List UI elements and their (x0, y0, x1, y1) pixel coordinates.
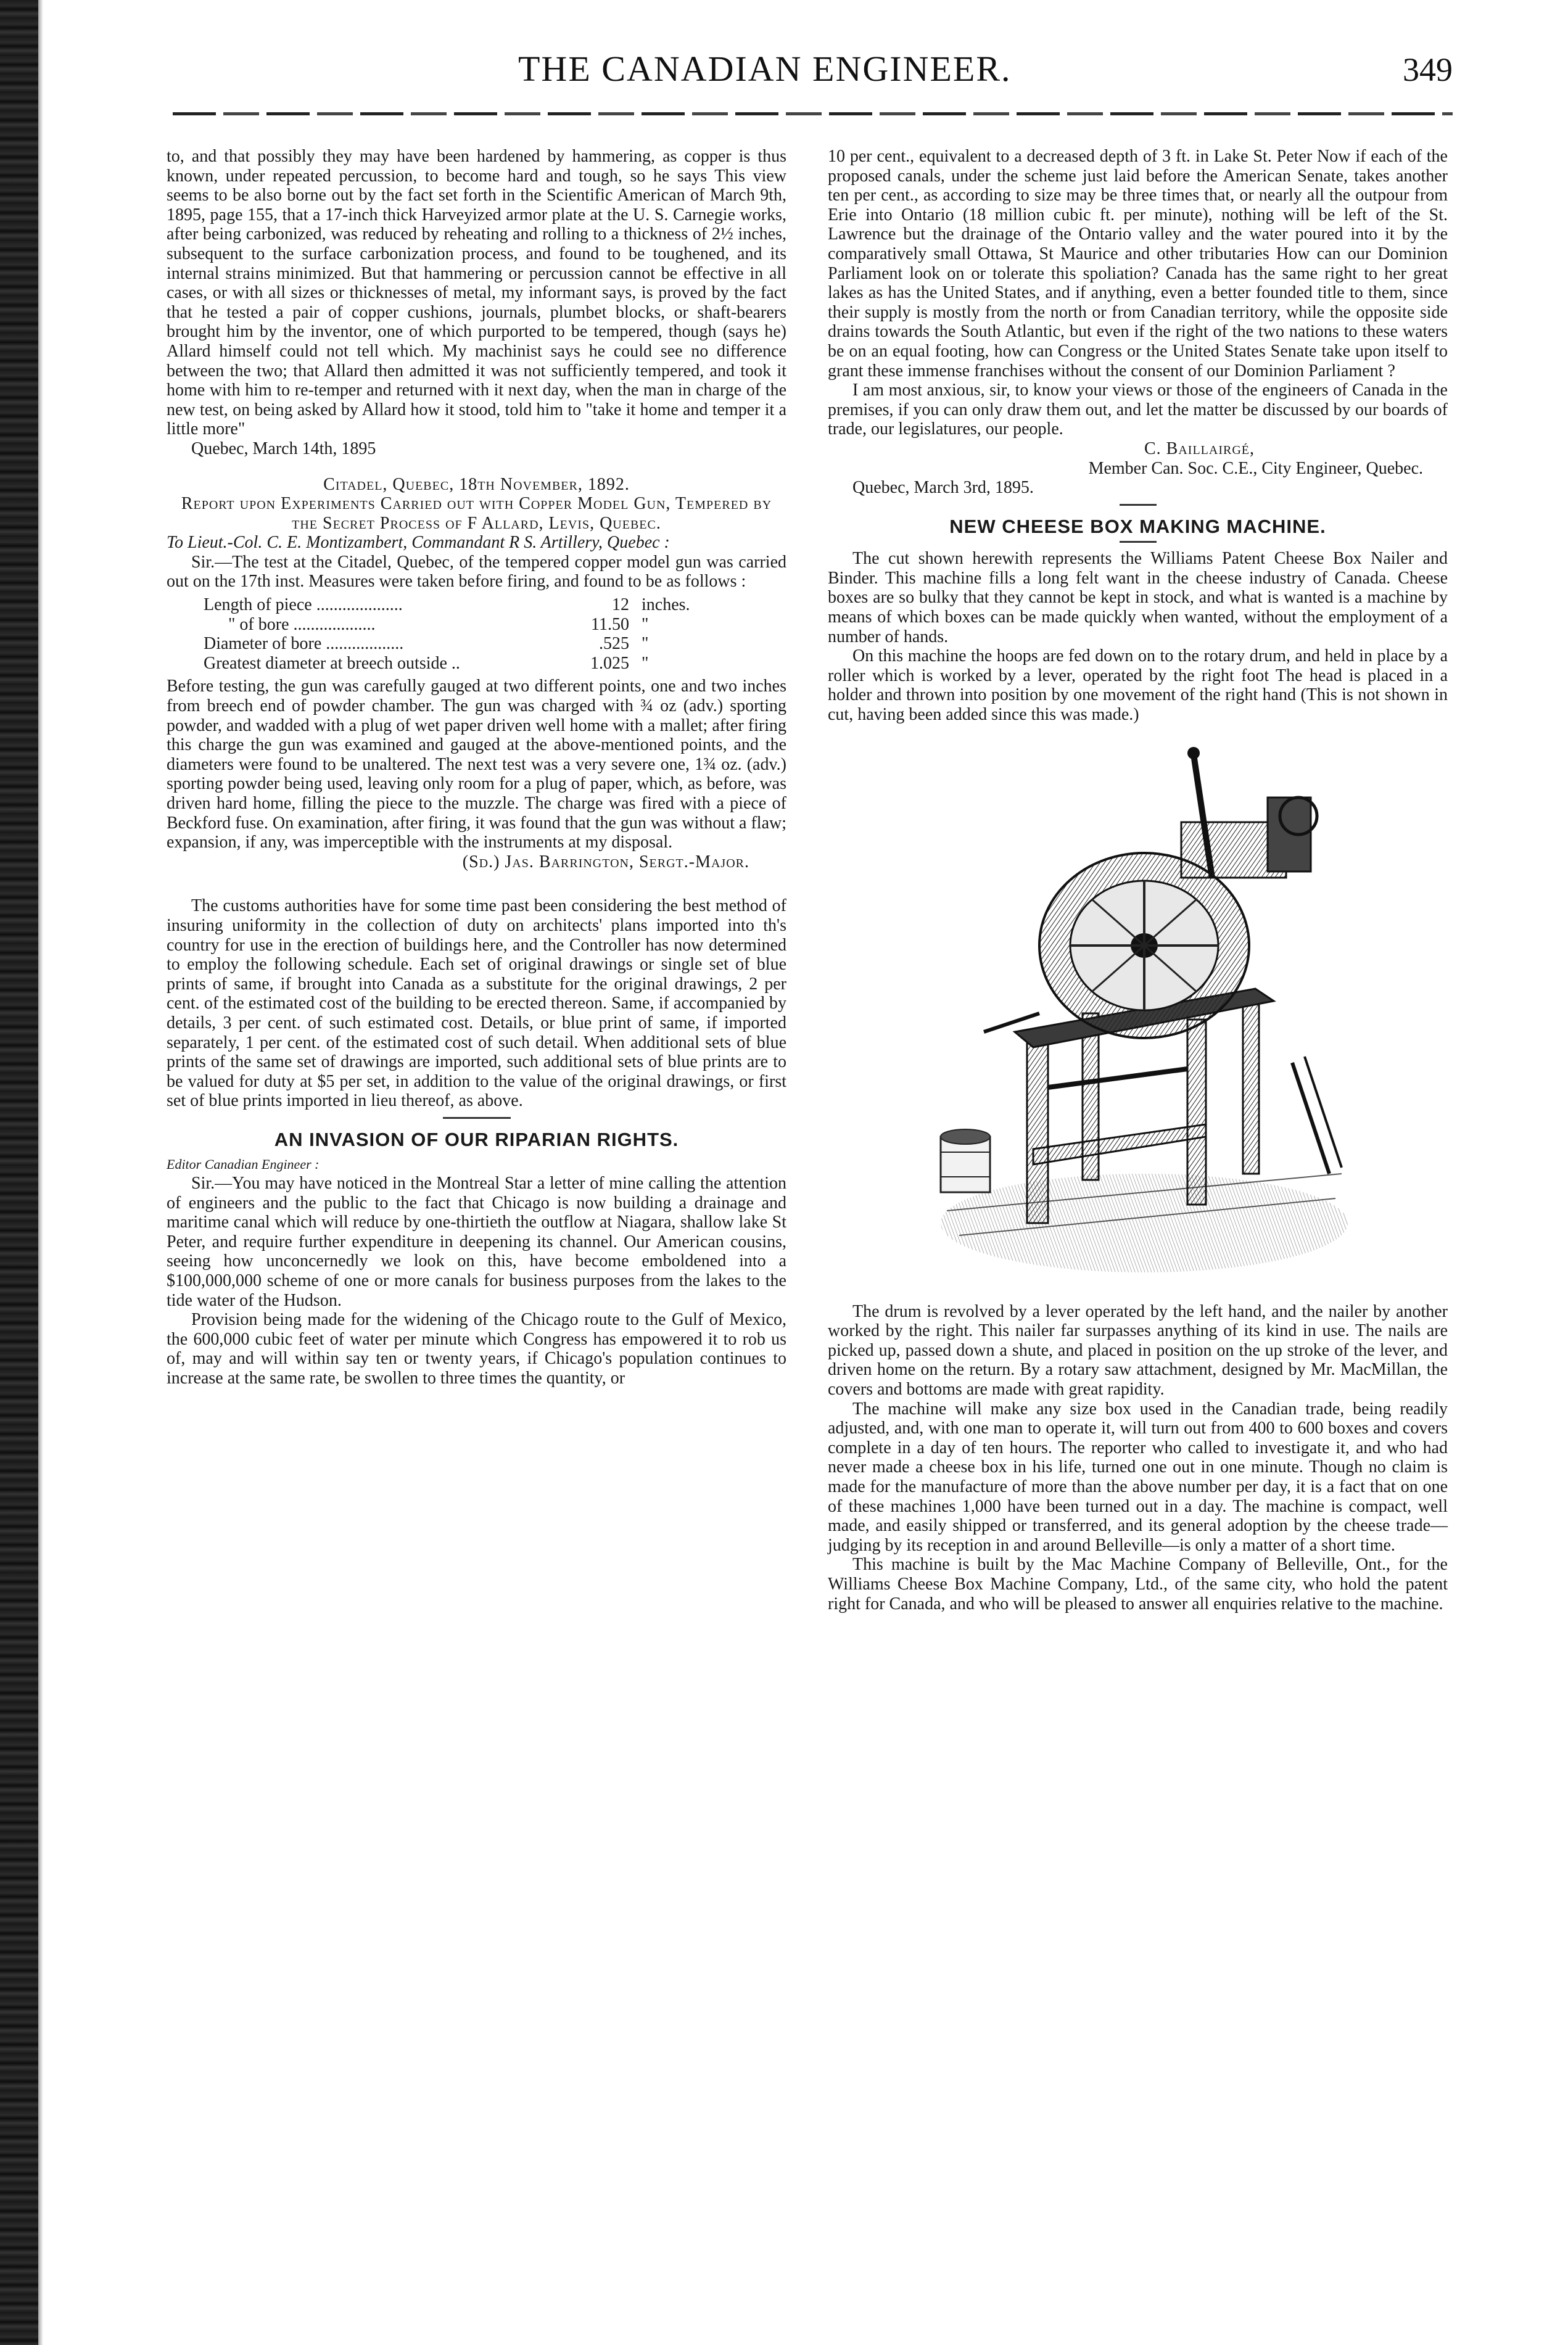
report-title: Report upon Experiments Carried out with Copper Model Gun, Tempered by the Secret Process of F Allard, Levis, Quebec. (181, 494, 772, 533)
paragraph: Sir.—You may have noticed in the Montreal Star a letter of mine calling the attention of engineers and the public to the fact that Chicago is now building a drainage and maritime canal which will reduce by one-thirtieth the outflow at Niagara, shallow lake St Peter, and require further expenditure in deepening its channel. Our American cousins, seeing how unconcernedly we look on this, have become emboldened into a $100,000,000 scheme of one or more canals for business purposes from the lakes to the tide water of the Hudson. (167, 1174, 786, 1310)
cheese-box-machine-engraving (922, 742, 1354, 1285)
paragraph: I am most anxious, sir, to know your views or those of the engineers of Canada in the premises, if you can only draw them out, and let the matter be discussed by our boards of trade, our legislatures, our people. (828, 381, 1448, 439)
report-dateline: Citadel, Quebec, 18th November, 1892. (323, 474, 630, 494)
measure-value: 12 (612, 595, 629, 615)
signer-name: C. Baillairgé, (1144, 439, 1255, 458)
header-rule (173, 112, 1453, 115)
editor-salutation: Editor Canadian Engineer : (167, 1156, 320, 1172)
measure-row (204, 654, 786, 674)
paragraph: On this machine the hoops are fed down on to the rotary drum, and held in place by a roller which is worked by a lever, operated by the right foot The head is placed in a holder and thrown into position by one movement of the right hand (This is not shown in cut, having been added since this was made.) (828, 646, 1448, 725)
section-heading: NEW CHEESE BOX MAKING MACHINE. (949, 515, 1326, 537)
paragraph: This machine is built by the Mac Machine Company of Belleville, Ont., for the Williams Cheese Box Machine Company, Ltd., of the same city, who hold the patent right for Canada, and who will be pleased to answer all enquiries relative to the machine. (828, 1555, 1448, 1613)
running-title: THE CANADIAN ENGINEER. (518, 49, 1012, 89)
addressee: To Lieut.-Col. C. E. Montizambert, Commandant R S. Artillery, Quebec : (167, 533, 670, 553)
page-header (173, 48, 1453, 97)
paragraph: The machine will make any size box used in the Canadian trade, being readily adjusted, and, with one man to operate it, will turn out from 400 to 600 boxes and covers complete in a day of ten hours. The reporter who called to investigate it, and who had never made a cheese box in his life, turned one out in one minute. Though no claim is made for the manufacture of more than the above number per day, it is a fact that on one of these machines 1,000 have been turned out in a day. The machine is compact, well made, and easily shipped or transferred, and its general adoption by the cheese trade—judging by its reception in and around Belleville—is only a matter of a short time. (828, 1399, 1448, 1555)
measure-value: 11.50 (591, 614, 629, 634)
measure-value: 1.025 (590, 653, 629, 673)
measure-row (204, 595, 786, 615)
measure-row (204, 615, 786, 635)
paragraph: Sir.—The test at the Citadel, Quebec, of the tempered copper model gun was carried out on the 17th inst. Measures were taken before firing, and found to be as follows : (167, 552, 786, 591)
paragraph: to, and that possibly they may have been hardened by hammering, as copper is thus known, under repeated percussion, to become hard and tough, so he says This view seems to be also borne out by the fact set forth in the Scientific American of March 9th, 1895, page 155, that a 17-inch thick Harveyized armor plate at the U. S. Carnegie works, after being carbonized, was reduced by reheating and rolling to a thickness of 2½ inches, subsequent to the surface carbonization process, and found to be toughened, and its internal strains minimized. But that hammering or percussion cannot be effective in all cases, or with all sizes or thicknesses of metal, my informant says, is proved by the fact that he tested a pair of copper cushions, journals, plumbet blocks, or shaft-bearers brought him by the inventor, one of which purported to be tempered, though (says he) Allard himself could not tell which. My machinist says he could see no difference between the two; that Allard then admitted it was not sufficiently tempered, and took it home with him to re-temper and returned with it next day, when the man in charge of the new test, on being asked by Allard how it stood, told him to "take it home and temper it a little more" (167, 147, 786, 439)
letter-date: Quebec, March 3rd, 1895. (852, 478, 1034, 498)
spacer (167, 459, 786, 475)
measure-unit: inches. (642, 595, 690, 615)
paragraph: 10 per cent., equivalent to a decreased depth of 3 ft. in Lake St. Peter Now if each of the proposed canals, under the scheme just laid before the American Senate, takes another ten per cent., as according to size may be three times that, or nearly all the outpour from Erie into Ontario (18 million cubic ft. per minute), nothing will be left of the St. Lawrence but the drainage of the Ontario valley and the water poured into it by the comparatively small Ottawa, St Maurice and other tributaries How can our Dominion Parliament look on or tolerate this spoliation? Canada has the same right to her great lakes as has the United States, and if anything, even a better founded title to them, since their supply is mostly from the north or from Canadian territory, while the opposite side drains towards the South Atlantic, but even if the right of the two nations to these waters be on an equal footing, how can Congress or the United States Senate take upon itself to grant these immense franchises without the consent of our Dominion Parliament ? (828, 147, 1448, 381)
binding-edge (0, 0, 38, 2345)
page-number: 349 (1403, 51, 1453, 88)
signer-title: Member Can. Soc. C.E., City Engineer, Quebec. (1088, 458, 1423, 478)
spacer (167, 872, 786, 896)
measure-value: .525 (599, 634, 629, 654)
paragraph: Provision being made for the widening of the Chicago route to the Gulf of Mexico, the 600,000 cubic feet of water per minute which Congress has empowered it to rob us of, may and will within say ten or twenty years, if Chicago's population continues to increase at the same rate, be swollen to three times the quantity, or (167, 1310, 786, 1388)
measure-unit: " (642, 653, 649, 673)
measure-unit: " (642, 634, 649, 654)
right-column (828, 147, 1448, 1613)
measure-label: Greatest diameter at breech outside .. (204, 653, 460, 673)
measures-table (204, 595, 786, 673)
section-rule (1120, 504, 1157, 506)
measure-unit: " (642, 614, 649, 634)
signature: (Sd.) Jas. Barrington, Sergt.-Major. (462, 852, 749, 872)
paragraph: Before testing, the gun was carefully gauged at two different points, one and two inches from breech end of powder chamber. The gun was charged with ¾ oz (adv.) sporting powder, and wadded with a plug of wet paper driven well home with a mallet; after firing this charge the gun was examined and gauged at the above-mentioned points, and the diameters were found to be unaltered. The next test was a very severe one, 1¾ oz. (adv.) sporting powder being used, leaving only room for a plug of paper, which, as before, was driven hard home, filling the piece to the muzzle. The charge was fired with a piece of Beckford fuse. On examination, after firing, it was found that the gun was without a flaw; expansion, if any, was imperceptible with the instruments at my disposal. (167, 677, 786, 852)
left-column (167, 147, 786, 1388)
paragraph: The customs authorities have for some time past been considering the best method of insuring uniformity in the collection of duty on architects' plans imported into th's country for use in the erection of buildings here, and the Controller has now determined to employ the following schedule. Each set of original drawings or single set of blue prints of same, if brought into Canada as a substitute for the original drawings, 2 per cent. of the estimated cost of the building to be erected thereon. Same, if accompanied by details, 3 per cent. of such estimated cost. Details, or blue print of same, if imported separately, 1 per cent. of the estimated cost of such detail. When additional sets of blue prints of the same set of drawings are imported, such additional sets of blue prints are to be valued for duty at $5 per set, in addition to the value of the original drawings, or first set of blue prints imported in lieu thereof, as above. (167, 896, 786, 1111)
signoff-date: Quebec, March 14th, 1895 (191, 439, 376, 458)
section-heading: AN INVASION OF OUR RIPARIAN RIGHTS. (274, 1128, 679, 1150)
measure-label: Diameter of bore .................. (204, 634, 404, 654)
measure-label: Length of piece .................... (204, 595, 403, 615)
measure-label: " of bore ................... (228, 614, 376, 634)
section-rule (1120, 541, 1157, 543)
paragraph: The cut shown herewith represents the Williams Patent Cheese Box Nailer and Binder. This machine fills a long felt want in the cheese industry of Canada. Cheese boxes are so bulky that they cannot be kept in stock, and what is wanted is a machine by means of which boxes can be made quickly when wanted, without the employment of a number of hands. (828, 549, 1448, 646)
paragraph: The drum is revolved by a lever operated by the left hand, and the nailer by another worked by the right. This nailer far surpasses anything of its kind in use. The nails are picked up, passed down a shute, and placed in position on the up stroke of the lever, and driven home on the return. By a rotary saw attachment, designed by Mr. MacMillan, the covers and bottoms are made with great rapidity. (828, 1301, 1448, 1399)
measure-row (204, 634, 786, 654)
section-rule (443, 1117, 511, 1119)
